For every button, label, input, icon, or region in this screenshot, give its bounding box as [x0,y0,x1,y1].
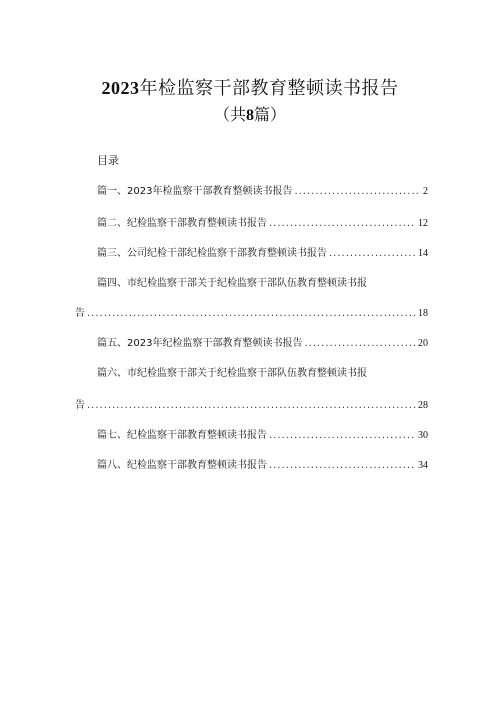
toc-leader-dots [304,338,416,349]
toc-entry-label: 篇三、公司纪检干部纪检监察干部教育整顿读书报告 [97,248,327,259]
toc-page-number: 18 [418,308,428,319]
toc-leader-dots [87,400,416,411]
toc-leader-dots [269,430,416,441]
toc-entry-label: 篇二、纪检监察干部教育整顿读书报告 [97,218,267,229]
toc-entry[interactable] [97,426,428,441]
toc-leader-dots [329,248,416,259]
toc-page-number: 12 [418,218,428,229]
toc-page-number: 14 [418,248,428,259]
toc-entry-label-line1[interactable]: 篇四、市纪检监察干部关于纪检监察干部队伍教育整顿读书报 [97,278,367,289]
toc-page-number: 20 [418,338,428,349]
toc-entry-label: 篇五、2023年纪检监察干部教育整顿读书报告 [97,338,303,349]
subtitle-suffix: 篇） [254,105,287,124]
toc-page-number: 2 [423,186,428,197]
toc-entry-label-line1[interactable]: 篇六、市纪检监察干部关于纪检监察干部队伍教育整顿读书报 [97,368,367,379]
toc-entry-label: 篇一、2023年检监察干部教育整顿读书报告 [97,186,293,197]
toc-heading: 目录 [97,154,119,167]
toc-entry[interactable] [97,214,428,229]
toc-entry-label: 篇七、纪检监察干部教育整顿读书报告 [97,430,267,441]
toc-entry[interactable] [97,334,428,349]
toc-leader-dots [87,308,416,319]
toc-page-number: 28 [418,400,428,411]
title-text: 年检监察干部教育整顿读书报告 [139,78,399,99]
toc-entry[interactable] [97,244,428,259]
subtitle-count: 8 [246,107,254,124]
toc-entry-label: 篇八、纪检监察干部教育整顿读书报告 [97,460,267,471]
toc-entry-label-line2: 告 [75,400,85,411]
toc-entry[interactable] [75,304,428,319]
title-year: 2023 [101,78,140,98]
toc-page-number: 30 [418,430,428,441]
document-title [0,74,500,100]
toc-leader-dots [269,460,416,471]
toc-leader-dots [269,218,416,229]
toc-leader-dots [294,186,421,197]
document-subtitle [0,102,500,125]
toc-entry[interactable] [97,182,428,197]
toc-entry-label-line2: 告 [75,308,85,319]
toc-page-number: 34 [418,460,428,471]
toc-entry[interactable] [75,396,428,411]
subtitle-prefix: （共 [213,105,246,124]
toc-entry[interactable] [97,456,428,471]
